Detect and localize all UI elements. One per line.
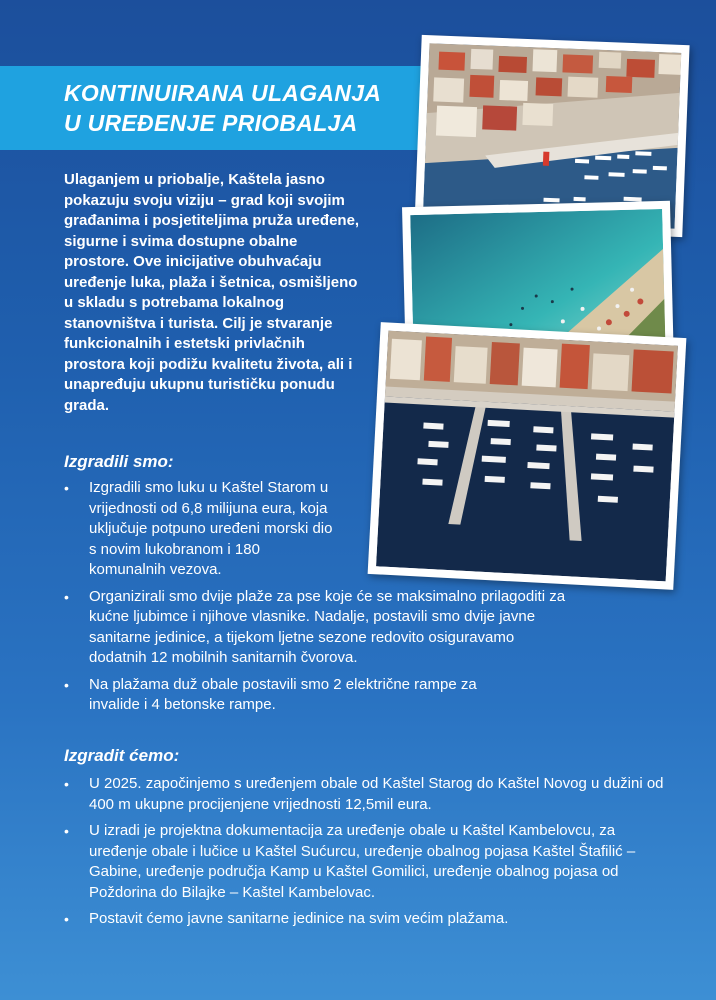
list-item: • Postavit ćemo javne sanitarne jedinice na svim većim plažama. [64, 909, 664, 930]
title-line-2: U UREĐENJE PRIOBALJA [64, 110, 358, 136]
built-heading: Izgradili smo: [64, 452, 174, 471]
planned-heading: Izgradit ćemo: [64, 746, 180, 765]
list-item: • U 2025. započinjemo s uređenjem obale od Kaštel Starog do Kaštel Novog u dužini od 400 m ukupne procijenjene vrijednosti 12,5mil eura. [64, 774, 664, 815]
list-item: • Izgradili smo luku u Kaštel Starom u vrijednosti od 6,8 milijuna eura, koja uključuje potpuno uređeni morski dio s novim lukobranom i 180 komunalnih vezova. [64, 478, 337, 581]
list-item: • U izradi je projektna dokumentacija za uređenje obale u Kaštel Kambelovcu, za uređenje obale i lučice u Kaštel Sućurcu, uređenje obalnog pojasa Kaštel Štafilić – Gabine, uređenje područja Kamp u Kaštel Gomilici, uređenje obalnog pojasa od Poždorina do Bilajke – Kaštel Kambelovac. [64, 821, 664, 903]
list-item: • Na plažama duž obale postavili smo 2 električne rampe za invalide i 4 betonske rampe. [64, 675, 529, 716]
built-list [64, 478, 584, 722]
planned-list [64, 774, 664, 936]
page-title [64, 78, 381, 138]
intro-paragraph: Ulaganjem u priobalje, Kaštela jasno pokazuju svoju viziju – grad koji svojim građanima i posjetiteljima pruža uređene, sigurne i svima dostupne obalne prostore. Ove inicijative obuhvaćaju uređenje luka, plaža i šetnica, osmišljeno u skladu s potrebama lokalnog stanovništva i turista. Cilj je stvaranje funkcionalnih i estetski privlačnih prostora koji podižu kvalitetu života, ali i unapređuju ukupnu turističku ponudu grada. [64, 171, 360, 414]
title-line-1: KONTINUIRANA ULAGANJA [64, 80, 382, 106]
list-item: • Organizirali smo dvije plaže za pse koje će se maksimalno prilagoditi za kućne ljubimce i njihove vlasnike. Nadalje, postavili smo dvije javne sanitarne jedinice, a tijekom ljetne sezone redovito osiguravamo dodatnih 12 mobilnih sanitarnih čvorova. [64, 587, 569, 669]
